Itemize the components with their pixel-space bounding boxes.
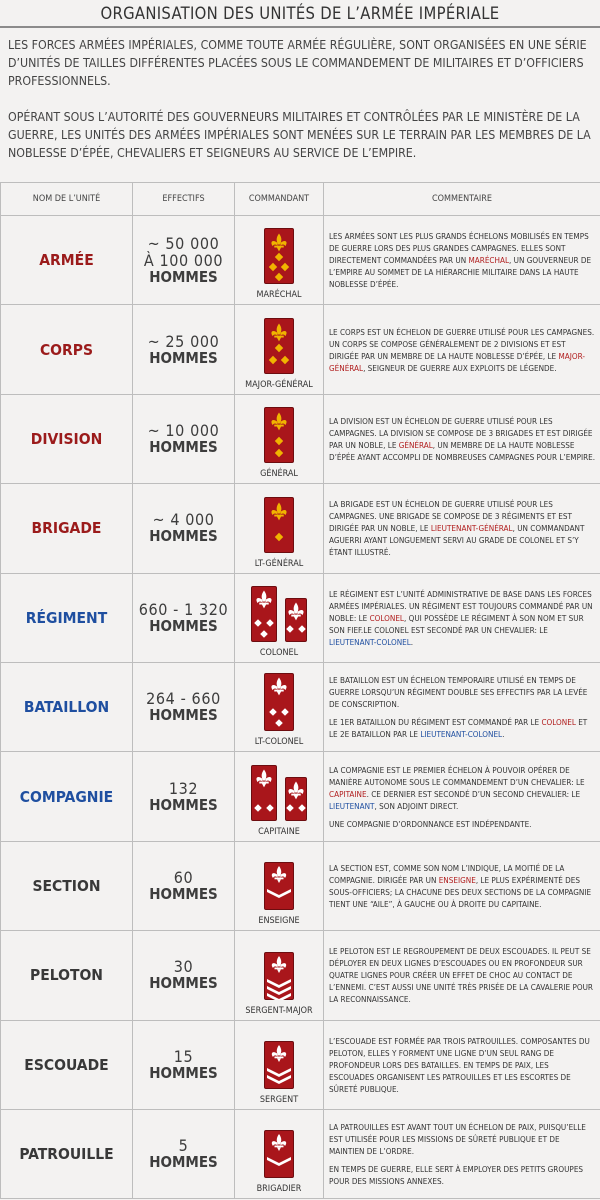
rank-highlight: LIEUTENANT-COLONEL bbox=[420, 729, 503, 740]
unit-name: COMPAGNIE bbox=[1, 752, 133, 841]
comment-text: LA COMPAGNIE EST LE PREMIER ÉCHELON À POUVOIR OPÉRER DE MANIÈRE AUTONOME SOUS LE COMMANDEMENT D’UN CHEVALIER: LE bbox=[329, 764, 585, 787]
unit-comment bbox=[324, 752, 600, 841]
table-row bbox=[1, 1109, 600, 1198]
table-row bbox=[1, 931, 600, 1020]
rank-label: MAJOR-GÉNÉRAL bbox=[245, 379, 313, 390]
units-table bbox=[0, 182, 600, 1199]
commander-cell bbox=[235, 931, 324, 1020]
unit-comment bbox=[324, 841, 600, 930]
commander-cell bbox=[235, 841, 324, 930]
comment-text: LE BATAILLON EST UN ÉCHELON TEMPORAIRE UTILISÉ EN TEMPS DE GUERRE LORSQU’UN RÉGIMENT DOUBLE SES EFFECTIFS PAR LA LEVÉE DE CONSCRIPTION. bbox=[329, 675, 588, 710]
comment-text: . bbox=[410, 636, 414, 647]
header-effectifs: EFFECTIFS bbox=[133, 183, 235, 216]
strength-unit: HOMMES bbox=[149, 974, 218, 993]
unit-comment bbox=[324, 573, 600, 662]
comment-text: LES ARMÉES SONT LES PLUS GRANDS ÉCHELONS MOBILISÉS EN TEMPS DE GUERRE LORS DES PLUS GRANDES CAMPAGNES. ELLES SONT DIRECTEMENT COMMANDÉES PAR UN bbox=[329, 231, 589, 266]
strength-unit: HOMMES bbox=[149, 706, 218, 725]
comment-text: , UN COMMANDANT AGUERRI AYANT LONGUEMENT SERVI AU GRADE DE COLONEL ET S’Y ÉTANT ILLUSTRÉ. bbox=[329, 523, 585, 558]
strength-value: ~ 50 000 bbox=[147, 233, 220, 253]
comment-paragraph bbox=[329, 862, 596, 910]
commander-cell bbox=[235, 573, 324, 662]
unit-comment bbox=[324, 662, 600, 751]
table-header-row bbox=[1, 183, 600, 216]
rank-label: GÉNÉRAL bbox=[260, 469, 298, 480]
rank-highlight: GÉNÉRAL bbox=[398, 439, 433, 450]
unit-strength bbox=[133, 1109, 235, 1198]
comment-text: LE PELOTON EST LE REGROUPEMENT DE DEUX ESCOUADES. IL PEUT SE DÉPLOYER EN DEUX LIGNES D’ESCOUADES OU EN PROFONDEUR SUR QUATRE LIGNES POUR CRÉER UN EFFET DE CHOC AU CONTACT DE L’ENNEMI. C’EST AUSSI UNE UNITÉ TRÈS PRISÉE DE LA CAVALERIE POUR LA RECONNAISSANCE. bbox=[329, 946, 593, 1005]
rank-label: COLONEL bbox=[259, 647, 299, 658]
comment-paragraph bbox=[329, 326, 596, 374]
rank-insignia-icon bbox=[235, 952, 323, 1004]
comment-paragraph bbox=[329, 230, 596, 290]
unit-strength bbox=[133, 1020, 235, 1109]
strength-unit: HOMMES bbox=[149, 795, 218, 814]
commander-cell bbox=[235, 1109, 324, 1198]
strength-unit: HOMMES bbox=[149, 348, 218, 367]
unit-name: CORPS bbox=[1, 305, 133, 394]
unit-comment bbox=[324, 394, 600, 483]
strength-unit: HOMMES bbox=[149, 1153, 218, 1172]
unit-strength bbox=[133, 216, 235, 305]
comment-text: LA DIVISION EST UN ÉCHELON DE GUERRE UTILISÉ POUR LES CAMPAGNES. LA DIVISION SE COMPOSE DE 3 BRIGADES ET EST DIRIGÉE PAR UN NOBLE, LE bbox=[329, 415, 593, 450]
rank-highlight: ENSEIGNE bbox=[438, 874, 476, 885]
comment-paragraph bbox=[329, 674, 596, 710]
unit-strength bbox=[133, 662, 235, 751]
comment-text: ET LE 2E BATAILLON PAR LE bbox=[329, 717, 588, 740]
intro-paragraph-2: OPÉRANT SOUS L’AUTORITÉ DES GOUVERNEURS MILITAIRES ET CONTRÔLÉES PAR LE MINISTÈRE DE LA GUERRE, LES UNITÉS DES ARMÉES IMPÉRIALES SONT MENÉES SUR LE TERRAIN PAR LES MEMBRES DE LA NOBLESSE D’ÉPÉE, CHEVALIERS ET SEIGNEURS AU SERVICE DE L’EMPIRE. bbox=[8, 110, 591, 160]
strength-unit: HOMMES bbox=[149, 437, 218, 456]
rank-insignia-icon bbox=[235, 765, 323, 825]
rank-highlight: COLONEL bbox=[369, 612, 404, 623]
rank-label: ENSEIGNE bbox=[258, 916, 300, 927]
comment-paragraph bbox=[329, 498, 596, 558]
intro-paragraph-1: LES FORCES ARMÉES IMPÉRIALES, COMME TOUTE ARMÉE RÉGULIÈRE, SONT ORGANISÉES EN UNE SÉRIE D’UNITÉS DE TAILLES DIFFÉRENTES PLACÉES SOUS LE COMMANDEMENT DE MILITAIRES ET D’OFFICIERS PROFESSIONNELS. bbox=[8, 38, 587, 88]
strength-value: À 100 000 bbox=[143, 250, 224, 270]
table-row bbox=[1, 841, 600, 930]
comment-paragraph bbox=[329, 945, 596, 1005]
rank-insignia-icon bbox=[235, 1130, 323, 1182]
strength-unit: HOMMES bbox=[149, 1063, 218, 1082]
rank-label: LT-GÉNÉRAL bbox=[254, 558, 304, 569]
unit-strength bbox=[133, 394, 235, 483]
rank-label: SERGENT bbox=[259, 1094, 299, 1105]
comment-paragraph bbox=[329, 818, 596, 830]
rank-highlight: MARÉCHAL bbox=[468, 255, 510, 266]
strength-unit: HOMMES bbox=[149, 884, 218, 903]
comment-text: EN TEMPS DE GUERRE, ELLE SERT À EMPLOYER DES PETITS GROUPES POUR DES MISSIONS ANNEXES. bbox=[329, 1164, 584, 1187]
header-unit: NOM DE L’UNITÉ bbox=[1, 183, 133, 216]
unit-comment bbox=[324, 216, 600, 305]
unit-strength bbox=[133, 484, 235, 573]
rank-label: SERGENT-MAJOR bbox=[245, 1005, 313, 1016]
unit-comment bbox=[324, 305, 600, 394]
comment-text: LA BRIGADE EST UN ÉCHELON DE GUERRE UTILISÉ POUR LES CAMPAGNES. UNE BRIGADE SE COMPOSE DE 3 RÉGIMENTS ET EST DIRIGÉE PAR UN NOBLE, LE bbox=[329, 499, 572, 534]
table-row bbox=[1, 394, 600, 483]
comment-text: LA SECTION EST, COMME SON NOM L’INDIQUE, LA MOITIÉ DE LA COMPAGNIE. DIRIGÉE PAR UN bbox=[329, 862, 565, 885]
comment-paragraph bbox=[329, 588, 596, 648]
rank-insignia-icon bbox=[235, 407, 323, 467]
unit-name: BRIGADE bbox=[1, 484, 133, 573]
rank-highlight: LIEUTENANT-GÉNÉRAL bbox=[430, 523, 513, 534]
comment-paragraph bbox=[329, 716, 596, 740]
rank-insignia-icon bbox=[235, 862, 323, 914]
rank-highlight: LIEUTENANT bbox=[329, 800, 375, 811]
unit-name: ARMÉE bbox=[1, 216, 133, 305]
rank-label: MARÉCHAL bbox=[256, 290, 302, 301]
rank-highlight: LIEUTENANT-COLONEL bbox=[329, 636, 411, 647]
commander-cell bbox=[235, 1020, 324, 1109]
unit-comment bbox=[324, 1020, 600, 1109]
strength-unit: HOMMES bbox=[149, 616, 218, 635]
comment-paragraph bbox=[329, 1035, 596, 1095]
commander-cell bbox=[235, 216, 324, 305]
unit-name: SECTION bbox=[1, 841, 133, 930]
strength-value: 264 - 660 bbox=[146, 689, 221, 709]
table-row bbox=[1, 573, 600, 662]
unit-comment bbox=[324, 484, 600, 573]
unit-name: ESCOUADE bbox=[1, 1020, 133, 1109]
unit-comment bbox=[324, 1109, 600, 1198]
strength-value: 60 bbox=[173, 867, 194, 887]
table-row bbox=[1, 662, 600, 751]
header-commandant: COMMANDANT bbox=[235, 183, 324, 216]
commander-cell bbox=[235, 394, 324, 483]
unit-strength bbox=[133, 752, 235, 841]
commander-cell bbox=[235, 752, 324, 841]
comment-text: LE 1ER BATAILLON DU RÉGIMENT EST COMMANDÉ PAR LE bbox=[329, 717, 542, 728]
comment-text: . CE DERNIER EST SECONDÉ D’UN SECOND CHEVALIER: LE bbox=[366, 788, 581, 799]
unit-strength bbox=[133, 573, 235, 662]
strength-value: 132 bbox=[168, 778, 199, 798]
comment-text: , UN MEMBRE DE LA HAUTE NOBLESSE D’ÉPÉE AYANT ACCOMPLI DE NOMBREUSES CAMPAGNES POUR L’EMPIRE. bbox=[329, 439, 596, 462]
unit-name: RÉGIMENT bbox=[1, 573, 133, 662]
comment-text: , SON ADJOINT DIRECT. bbox=[374, 800, 459, 811]
strength-unit: HOMMES bbox=[149, 267, 218, 286]
comment-text: UNE COMPAGNIE D’ORDONNANCE EST INDÉPENDANTE. bbox=[329, 818, 532, 829]
unit-name: PATROUILLE bbox=[1, 1109, 133, 1198]
rank-highlight: CAPITAINE bbox=[329, 788, 367, 799]
commander-cell bbox=[235, 305, 324, 394]
comment-text: . bbox=[502, 729, 505, 740]
intro-text bbox=[8, 36, 594, 180]
header-commentaire: COMMENTAIRE bbox=[324, 183, 600, 216]
strength-value: ~ 10 000 bbox=[147, 420, 220, 440]
comment-text: , LE PLUS EXPÉRIMENTÉ DES SOUS-OFFICIERS; LA CHACUNE DES DEUX SECTIONS DE LA COMPAGNIE TIENT UNE “AILE”, À GAUCHE OU À DROITE DU CAPITAINE. bbox=[329, 874, 592, 909]
rank-insignia-icon bbox=[235, 228, 323, 288]
comment-text: , SEIGNEUR DE GUERRE AUX EXPLOITS DE LÉGENDE. bbox=[363, 362, 557, 373]
comment-text: , UN GOUVERNEUR DE L’EMPIRE AU SOMMET DE LA HIÉRARCHIE MILITAIRE DANS LA HAUTE NOBLESSE D’ÉPÉE. bbox=[329, 255, 592, 290]
table-row bbox=[1, 1020, 600, 1109]
rank-label: LT-COLONEL bbox=[254, 737, 304, 748]
unit-strength bbox=[133, 931, 235, 1020]
strength-value: 660 - 1 320 bbox=[138, 599, 229, 619]
unit-name: DIVISION bbox=[1, 394, 133, 483]
strength-value: ~ 4 000 bbox=[152, 510, 215, 530]
comment-text: LE RÉGIMENT EST L’UNITÉ ADMINISTRATIVE DE BASE DANS LES FORCES ARMÉES IMPÉRIALES. UN RÉGIMENT EST TOUJOURS COMMANDÉ PAR UN NOBLE: LE bbox=[329, 588, 593, 623]
rank-highlight: COLONEL bbox=[541, 717, 576, 728]
strength-value: 15 bbox=[173, 1046, 194, 1066]
comment-paragraph bbox=[329, 1163, 596, 1187]
comment-paragraph bbox=[329, 415, 596, 463]
strength-value: 30 bbox=[173, 957, 194, 977]
table-row bbox=[1, 484, 600, 573]
rank-label: BRIGADIER bbox=[256, 1184, 302, 1195]
strength-unit: HOMMES bbox=[149, 527, 218, 546]
comment-text: LA PATROUILLES EST AVANT TOUT UN ÉCHELON DE PAIX, PUISQU’ELLE EST UTILISÉE POUR LES MISSIONS DE SÛRETÉ PUBLIQUE ET DE MAINTIEN DE L’ORDRE. bbox=[329, 1122, 586, 1157]
table-row bbox=[1, 305, 600, 394]
unit-comment bbox=[324, 931, 600, 1020]
unit-name: BATAILLON bbox=[1, 662, 133, 751]
commander-cell bbox=[235, 484, 324, 573]
table-row bbox=[1, 752, 600, 841]
rank-insignia-icon bbox=[235, 318, 323, 378]
rank-insignia-icon bbox=[235, 1041, 323, 1093]
unit-strength bbox=[133, 305, 235, 394]
rank-insignia-icon bbox=[235, 586, 323, 646]
table-row bbox=[1, 216, 600, 305]
comment-text: L’ESCOUADE EST FORMÉE PAR TROIS PATROUILLES. COMPOSANTES DU PELOTON, ELLES Y FORMENT UNE LIGNE D’UN SEUL RANG DE PROFONDEUR LORS DES BATAILLES. EN TEMPS DE PAIX, LES ESCOUADES ORGANISENT LES PATROUILLES ET LES ESCORTES DE SÛRETÉ PUBLIQUE. bbox=[329, 1035, 590, 1094]
rank-label: CAPITAINE bbox=[258, 826, 300, 837]
unit-strength bbox=[133, 841, 235, 930]
commander-cell bbox=[235, 662, 324, 751]
unit-name: PELOTON bbox=[1, 931, 133, 1020]
comment-paragraph bbox=[329, 1121, 596, 1157]
comment-paragraph bbox=[329, 764, 596, 812]
rank-insignia-icon bbox=[235, 673, 323, 735]
rank-insignia-icon bbox=[235, 497, 323, 557]
strength-value: 5 bbox=[178, 1136, 189, 1156]
strength-value: ~ 25 000 bbox=[147, 331, 220, 351]
comment-text: , QUI POSSÈDE LE RÉGIMENT À SON NOM ET SUR SON FIEF.LE COLONEL EST SECONDÉ PAR UN CHEVALIER: LE bbox=[329, 612, 584, 635]
rank-highlight: MAJOR-GÉNÉRAL bbox=[329, 350, 585, 373]
comment-text: LE CORPS EST UN ÉCHELON DE GUERRE UTILISÉ POUR LES CAMPAGNES. UN CORPS SE COMPOSE GÉNÉRALEMENT DE 2 DIVISIONS ET EST DIRIGÉE PAR UN MEMBRE DE LA HAUTE NOBLESSE D’ÉPÉE, LE bbox=[329, 326, 595, 361]
page-title: ORGANISATION DES UNITÉS DE L’ARMÉE IMPÉRIALE bbox=[0, 0, 600, 28]
